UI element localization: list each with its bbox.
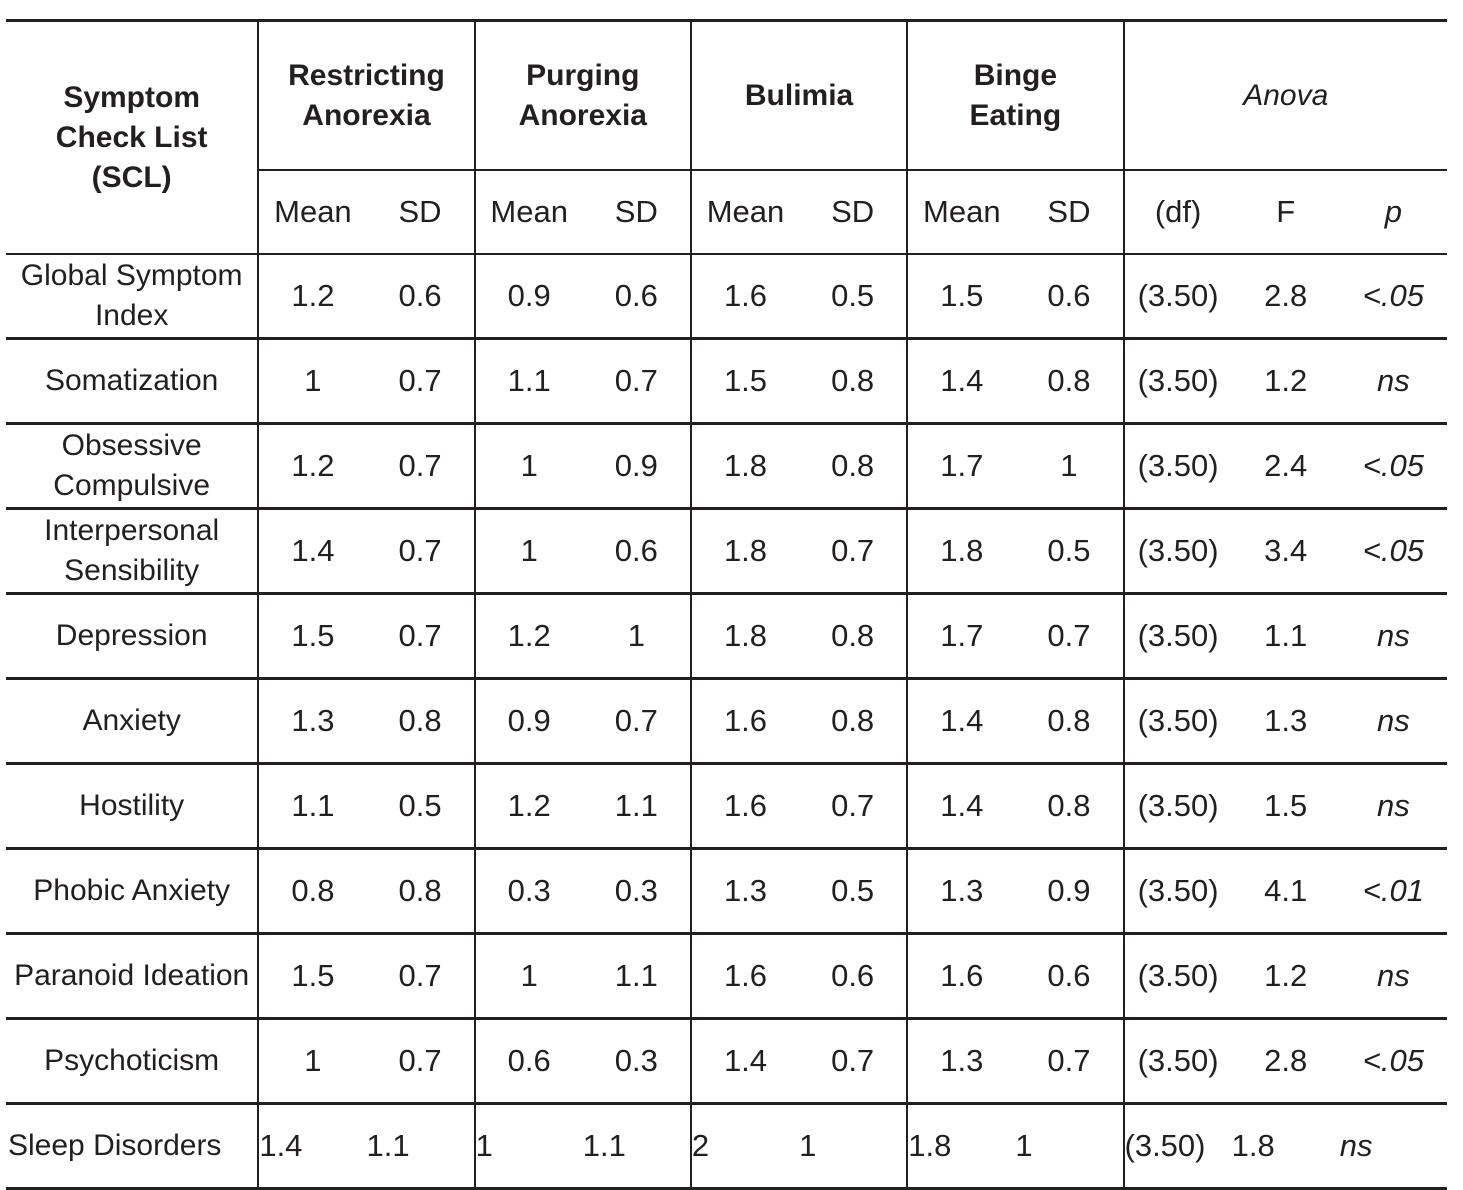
df-cell: (3.50) [1124, 1104, 1232, 1189]
sd-cell: 0.6 [614, 278, 658, 313]
f-cell: 2.4 [1264, 448, 1308, 483]
table-row [6, 509, 1447, 594]
sd-cell: 0.5 [398, 788, 442, 823]
mean-cell: 2 [691, 1104, 799, 1189]
mean-cell: 1 [475, 509, 583, 594]
table-row [6, 424, 1447, 509]
mean-cell: 1.2 [258, 424, 366, 509]
mean-cell: 1.4 [258, 509, 366, 594]
f-cell: 2.8 [1264, 1043, 1308, 1078]
p-cell: <.05 [1362, 448, 1424, 483]
mean-header: Mean [475, 170, 583, 254]
mean-cell: 1.4 [691, 1019, 799, 1104]
df-cell: (3.50) [1124, 594, 1232, 679]
p-cell: <.05 [1362, 1043, 1424, 1078]
table-row [6, 764, 1447, 849]
sd-cell: 0.9 [614, 448, 658, 483]
df-cell: (3.50) [1124, 679, 1232, 764]
p-cell: ns [1377, 703, 1410, 738]
sd-cell: 0.8 [1047, 788, 1091, 823]
p-cell: <.05 [1362, 533, 1424, 568]
anova-header: Anova [1124, 21, 1448, 171]
p-cell: <.05 [1362, 278, 1424, 313]
f-cell: 1.5 [1264, 788, 1308, 823]
sd-cell: 0.7 [398, 958, 442, 993]
df-cell: (3.50) [1124, 424, 1232, 509]
mean-cell: 0.9 [475, 679, 583, 764]
mean-cell: 1.4 [258, 1104, 366, 1189]
row-label: Sleep Disorders [8, 1129, 222, 1162]
mean-cell: 1.8 [907, 509, 1015, 594]
df-cell: (3.50) [1124, 764, 1232, 849]
row-label: Global Symptom Index [20, 259, 243, 332]
mean-cell: 0.8 [258, 849, 366, 934]
table-header [6, 21, 1447, 255]
table-row [6, 934, 1447, 1019]
sd-header: SD [614, 194, 658, 229]
df-header: (df) [1124, 170, 1232, 254]
df-cell: (3.50) [1124, 339, 1232, 424]
mean-cell: 1.6 [907, 934, 1015, 1019]
group-header-purging-anorexia: Purging Anorexia [475, 21, 691, 171]
mean-cell: 1 [475, 424, 583, 509]
mean-cell: 1.7 [907, 594, 1015, 679]
mean-cell: 1 [475, 1104, 583, 1189]
f-header: F [1276, 194, 1296, 229]
mean-cell: 1.5 [907, 254, 1015, 339]
sd-cell: 0.8 [831, 363, 875, 398]
sd-cell: 0.7 [398, 363, 442, 398]
mean-cell: 0.6 [475, 1019, 583, 1104]
mean-cell: 1.8 [907, 1104, 1015, 1189]
sd-cell: 0.5 [1047, 533, 1091, 568]
mean-cell: 0.3 [475, 849, 583, 934]
mean-cell: 1.3 [907, 1019, 1015, 1104]
sd-cell: 0.7 [1047, 618, 1091, 653]
mean-cell: 1 [475, 934, 583, 1019]
row-label: Somatization [44, 364, 219, 397]
mean-header: Mean [691, 170, 799, 254]
f-cell: 2.8 [1264, 278, 1308, 313]
mean-cell: 1.3 [907, 849, 1015, 934]
sd-cell: 0.6 [398, 278, 442, 313]
sd-cell: 1.1 [614, 958, 658, 993]
mean-cell: 1 [258, 1019, 366, 1104]
f-cell: 1.8 [1231, 1128, 1275, 1163]
mean-cell: 1.4 [907, 679, 1015, 764]
f-cell: 4.1 [1264, 873, 1308, 908]
mean-header: Mean [258, 170, 366, 254]
mean-cell: 1.2 [475, 764, 583, 849]
mean-cell: 1.5 [258, 934, 366, 1019]
mean-cell: 1.6 [691, 254, 799, 339]
row-label: Anxiety [82, 704, 181, 737]
row-label: Interpersonal Sensibility [44, 514, 220, 587]
df-cell: (3.50) [1124, 254, 1232, 339]
sd-cell: 0.7 [831, 1043, 875, 1078]
row-label: Phobic Anxiety [33, 874, 231, 907]
mean-cell: 1.3 [691, 849, 799, 934]
mean-cell: 1.6 [691, 679, 799, 764]
sd-cell: 1.1 [582, 1128, 626, 1163]
table-row [6, 339, 1447, 424]
mean-cell: 1.4 [907, 339, 1015, 424]
df-cell: (3.50) [1124, 1019, 1232, 1104]
p-cell: ns [1377, 958, 1410, 993]
mean-cell: 1.2 [258, 254, 366, 339]
p-header: p [1384, 194, 1403, 229]
sd-cell: 0.3 [614, 873, 658, 908]
mean-cell: 1.2 [475, 594, 583, 679]
row-label-header: Symptom Check List (SCL) [6, 21, 258, 255]
sd-cell: 1 [799, 1128, 817, 1163]
df-cell: (3.50) [1124, 849, 1232, 934]
f-cell: 1.3 [1264, 703, 1308, 738]
sd-cell: 0.5 [831, 873, 875, 908]
row-label: Obsessive Compulsive [53, 429, 211, 502]
mean-cell: 1.6 [691, 764, 799, 849]
sd-cell: 0.6 [1047, 958, 1091, 993]
group-header-binge-eating: Binge Eating [907, 21, 1123, 171]
sd-header: SD [831, 194, 875, 229]
sd-cell: 1 [1060, 448, 1078, 483]
row-label: Paranoid Ideation [14, 959, 250, 992]
table-row [6, 1019, 1447, 1104]
sd-cell: 0.7 [614, 703, 658, 738]
mean-cell: 1.4 [907, 764, 1015, 849]
sd-header: SD [398, 194, 442, 229]
f-cell: 1.2 [1264, 363, 1308, 398]
scl-table [6, 19, 1447, 1190]
df-cell: (3.50) [1124, 509, 1232, 594]
f-cell: 1.1 [1264, 618, 1308, 653]
p-cell: ns [1377, 363, 1410, 398]
sd-cell: 0.6 [831, 958, 875, 993]
mean-header: Mean [907, 170, 1015, 254]
table-row [6, 254, 1447, 339]
mean-cell: 1.8 [691, 594, 799, 679]
sd-cell: 0.7 [398, 448, 442, 483]
sd-cell: 0.3 [614, 1043, 658, 1078]
sd-cell: 1.1 [366, 1128, 410, 1163]
mean-cell: 1.8 [691, 509, 799, 594]
sd-cell: 0.8 [831, 703, 875, 738]
mean-cell: 1.1 [475, 339, 583, 424]
table-row [6, 679, 1447, 764]
table-body [6, 254, 1447, 1189]
sd-cell: 0.6 [614, 533, 658, 568]
sd-cell: 0.8 [831, 448, 875, 483]
p-cell: ns [1377, 618, 1410, 653]
f-cell: 3.4 [1264, 533, 1308, 568]
sd-cell: 0.7 [614, 363, 658, 398]
group-header-restricting-anorexia: Restricting Anorexia [258, 21, 474, 171]
mean-cell: 1.7 [907, 424, 1015, 509]
sd-cell: 0.8 [1047, 703, 1091, 738]
sd-cell: 0.8 [831, 618, 875, 653]
p-cell: ns [1377, 788, 1410, 823]
sd-cell: 0.6 [1047, 278, 1091, 313]
mean-cell: 1.3 [258, 679, 366, 764]
mean-cell: 1 [258, 339, 366, 424]
sd-cell: 0.9 [1047, 873, 1091, 908]
sd-cell: 0.7 [1047, 1043, 1091, 1078]
table-row [6, 594, 1447, 679]
f-cell: 1.2 [1264, 958, 1308, 993]
mean-cell: 0.9 [475, 254, 583, 339]
mean-cell: 1.6 [691, 934, 799, 1019]
table-row [6, 1104, 1447, 1189]
p-cell: ns [1339, 1128, 1373, 1163]
sd-cell: 0.7 [398, 533, 442, 568]
sd-cell: 0.8 [1047, 363, 1091, 398]
sd-cell: 1 [1015, 1128, 1033, 1163]
mean-cell: 1.1 [258, 764, 366, 849]
mean-cell: 1.5 [691, 339, 799, 424]
row-label: Psychoticism [44, 1044, 220, 1077]
row-label: Depression [55, 619, 208, 652]
row-label: Hostility [79, 789, 185, 822]
sd-cell: 0.5 [831, 278, 875, 313]
p-cell: <.01 [1362, 873, 1424, 908]
table-row [6, 849, 1447, 934]
sd-cell: 0.7 [831, 788, 875, 823]
group-header-bulimia: Bulimia [691, 21, 907, 171]
mean-cell: 1.5 [258, 594, 366, 679]
mean-cell: 1.8 [691, 424, 799, 509]
df-cell: (3.50) [1124, 934, 1232, 1019]
sd-cell: 0.7 [398, 1043, 442, 1078]
sd-cell: 0.7 [831, 533, 875, 568]
sd-cell: 1 [627, 618, 645, 653]
sd-header: SD [1047, 194, 1091, 229]
sd-cell: 0.8 [398, 873, 442, 908]
sd-cell: 0.7 [398, 618, 442, 653]
sd-cell: 1.1 [614, 788, 658, 823]
sd-cell: 0.8 [398, 703, 442, 738]
